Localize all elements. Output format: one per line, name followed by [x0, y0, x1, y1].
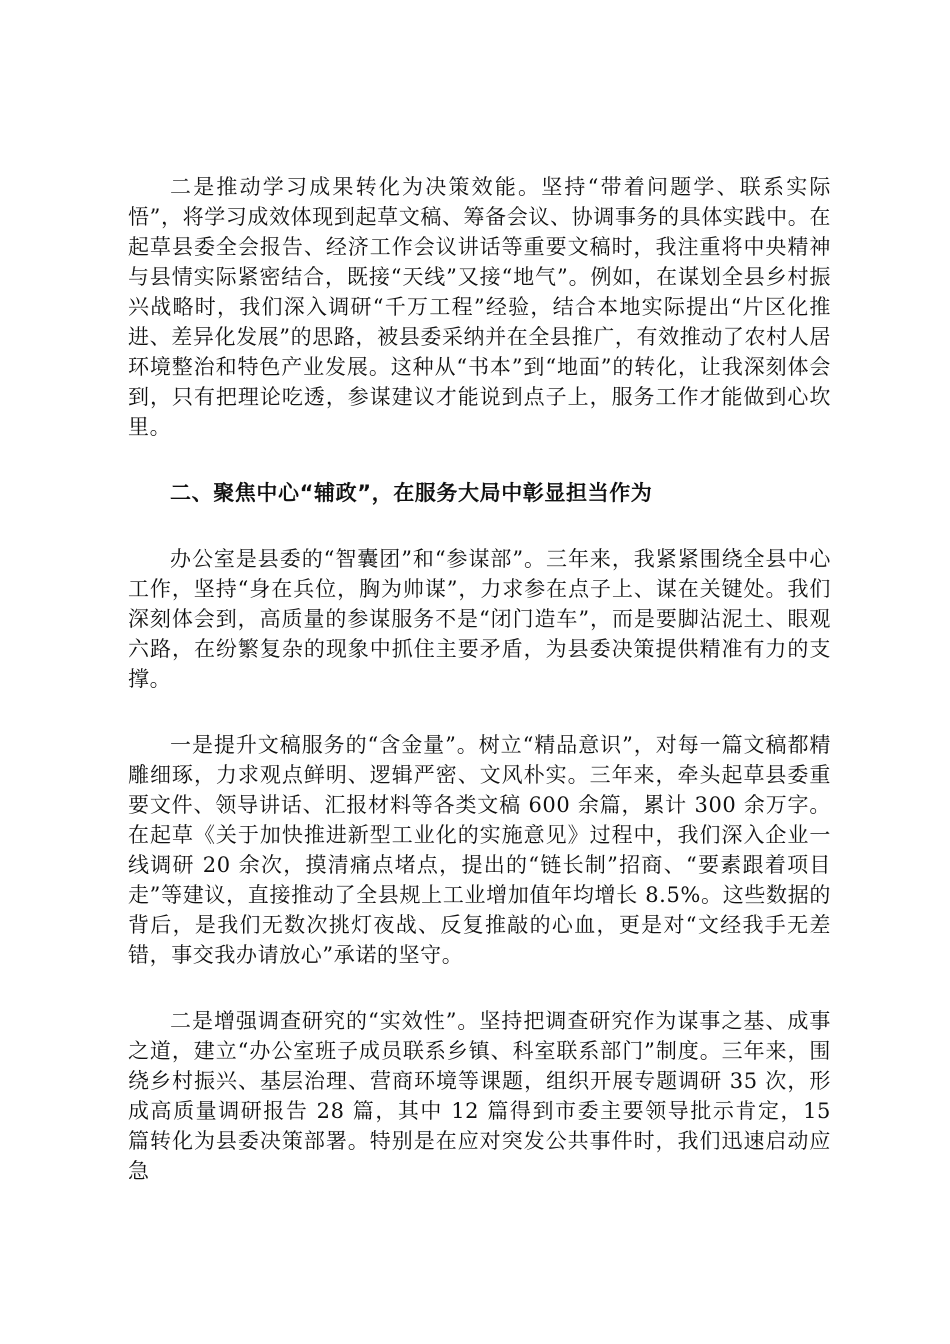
- paragraph-document-quality: 一是提升文稿服务的“含金量”。树立“精品意识”，对每一篇文稿都精雕细琢，力求观点鲜明、逻辑严密、文风朴实。三年来，牵头起草县委重要文件、领导讲话、汇报材料等各类文稿 600 余篇，累计 300 余万字。在起草《关于加快推进新型工业化的实施意见》过程中，我们深入企业一线调研 20 余次，摸清痛点堵点，提出的“链长制”招商、“要素跟着项目走”等建议，直接推动了全县规上工业增加值年均增长 8.5%。这些数据的背后，是我们无数次挑灯夜战、反复推敲的心血，更是对“文经我手无差错，事交我办请放心”承诺的坚守。: [128, 733, 831, 967]
- paragraph-study-to-decision: 二是推动学习成果转化为决策效能。坚持“带着问题学、联系实际悟”，将学习成效体现到起草文稿、筹备会议、协调事务的具体实践中。在起草县委全会报告、经济工作会议讲话等重要文稿时，我注重将中央精神与县情实际紧密结合，既接“天线”又接“地气”。例如，在谋划全县乡村振兴战略时，我们深入调研“千万工程”经验，结合本地实际提出“片区化推进、差异化发展”的思路，被县委采纳并在全县推广，有效推动了农村人居环境整治和特色产业发展。这种从“书本”到“地面”的转化，让我深刻体会到，只有把理论吃透，参谋建议才能说到点子上，服务工作才能做到心坎里。: [128, 175, 831, 439]
- section-heading-2: 二、聚焦中心“辅政”，在服务大局中彰显担当作为: [170, 481, 653, 505]
- paragraph-office-role: 办公室是县委的“智囊团”和“参谋部”。三年来，我紧紧围绕全县中心工作，坚持“身在兵位，胸为帅谋”，力求参在点子上、谋在关键处。我们深刻体会到，高质量的参谋服务不是“闭门造车”，而是要脚沾泥土、眼观六路，在纷繁复杂的现象中抓住主要矛盾，为县委决策提供精准有力的支撑。: [128, 547, 831, 691]
- paragraph-research-effectiveness: 二是增强调查研究的“实效性”。坚持把调查研究作为谋事之基、成事之道，建立“办公室班子成员联系乡镇、科室联系部门”制度。三年来，围绕乡村振兴、基层治理、营商环境等课题，组织开展专题调研 35 次，形成高质量调研报告 28 篇，其中 12 篇得到市委主要领导批示肯定，15 篇转化为县委决策部署。特别是在应对突发公共事件时，我们迅速启动应急: [128, 1009, 831, 1183]
- document-body: [128, 172, 831, 1186]
